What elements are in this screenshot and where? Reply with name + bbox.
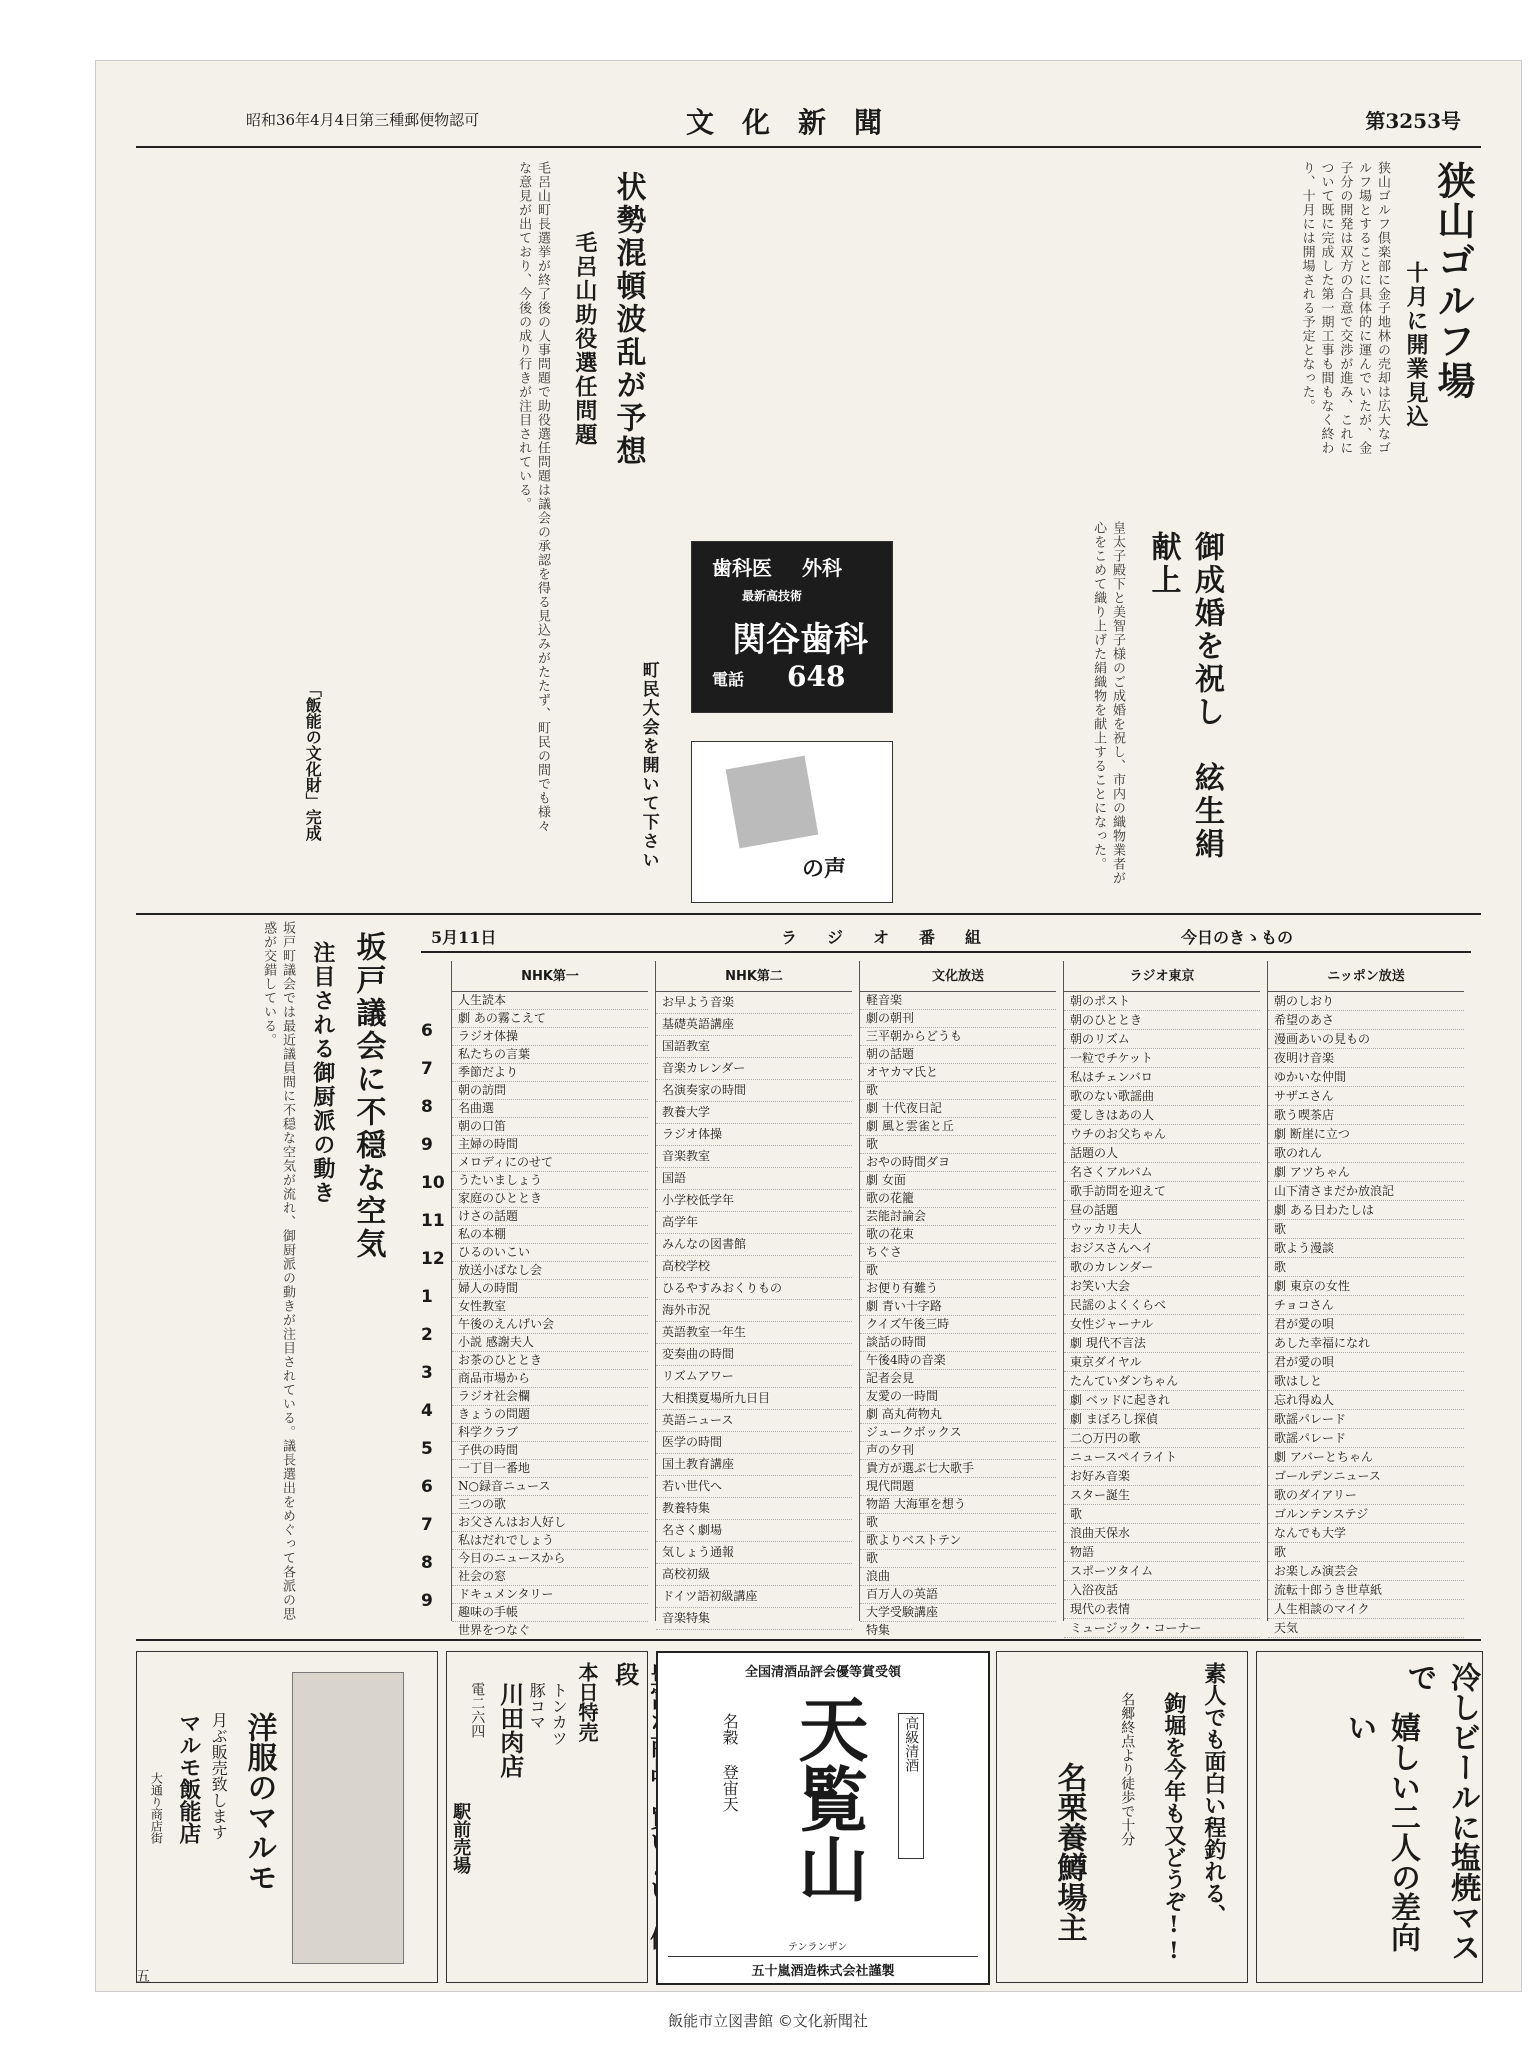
fishing-note: 名郷終点より徒歩で十分 [1119,1692,1136,1846]
radio-program: 歌のカレンダー [1064,1258,1260,1277]
masthead-date: 昭和36年4月4日第三種郵便物認可 [246,111,480,129]
radio-program: 物語 大海軍を想う [860,1496,1056,1514]
radio-program: ミュージック・コーナー [1064,1619,1260,1638]
radio-station-name: 文化放送 [860,961,1056,992]
radio-program: 一粒でチケット [1064,1049,1260,1068]
radio-program: 高学年 [656,1212,852,1234]
tenran-maker: 五十嵐酒造株式会社謹製 [668,1956,978,1979]
radio-program: 私はチェンバロ [1064,1068,1260,1087]
radio-program: 商品市場から [452,1370,648,1388]
radio-program: 劇 十代夜日記 [860,1100,1056,1118]
wedding-headline: 御成婚を祝し 絃生絹献上 [1145,531,1224,861]
radio-hour: 7 [421,1059,433,1079]
radio-station-column [859,961,1056,1637]
radio-program: 女性ジャーナル [1064,1315,1260,1334]
radio-program: 劇 断崖に立つ [1268,1125,1464,1144]
radio-program: 歌 [860,1550,1056,1568]
radio-program: 小学校低学年 [656,1190,852,1212]
radio-program: 名曲選 [452,1100,648,1118]
radio-program: 家庭のひととき [452,1190,648,1208]
tenran-banner: 全国清酒品評会優等賞受領 [744,1665,901,1680]
radio-program: 国土教育講座 [656,1454,852,1476]
radio-program: 昼の話題 [1064,1201,1260,1220]
kawada-item1: トンカツ [549,1682,569,1746]
radio-program: スポーツタイム [1064,1562,1260,1581]
radio-program: 劇 女面 [860,1172,1056,1190]
kawada-station: 駅前売場 [450,1802,472,1874]
tenran-sub: 名穀 登宙天 [720,1713,740,1812]
radio-program: 歌 [1268,1543,1464,1562]
dental-tag2: 外科 [802,556,842,580]
radio-station-name: NHK第一 [452,961,648,992]
radio-program: 歌のダイアリー [1268,1486,1464,1505]
radio-hour: 2 [421,1325,433,1345]
radio-hour: 5 [421,1439,433,1459]
radio-program: 国語教室 [656,1036,852,1058]
radio-program: ゆかいな仲間 [1268,1068,1464,1087]
beer-ad [1256,1651,1483,1983]
radio-program: 私たちの言葉 [452,1046,648,1064]
radio-program: ゴルンテンステジ [1268,1505,1464,1524]
maruemo-addr: 大通り商店街 [149,1772,164,1844]
radio-program: 教養特集 [656,1498,852,1520]
radio-program: 歌のない歌謡曲 [1064,1087,1260,1106]
radio-program: ドイツ語初級講座 [656,1586,852,1608]
radio-program: 希望のあさ [1268,1011,1464,1030]
radio-program: 特集 [860,1622,1056,1640]
radio-program: 朝の話題 [860,1046,1056,1064]
council-headline: 坂戸議会に不穏な空気 [350,931,386,1261]
radio-program: 友愛の一時間 [860,1388,1056,1406]
radio-program: 劇の朝刊 [860,1010,1056,1028]
radio-program: 朝のリズム [1064,1030,1260,1049]
radio-program: 今日のニュースから [452,1550,648,1568]
library-credit: 飯能市立図書館 ©文化新聞社 [668,2012,868,2030]
radio-program: 海外市況 [656,1300,852,1322]
radio-program: 歌のれん [1268,1144,1464,1163]
radio-program: 天気 [1268,1619,1464,1638]
radio-program: 歌よりベストテン [860,1532,1056,1550]
golf-body: 狭山ゴルフ倶楽部に金子地林の売却は広大なゴルフ場とすることに具体的に運んでいたが、金子分の開発は双方の合意で交渉が進み、これについて既に完成した第一期工事も間もなく終わり、十月には開場される予定となった。 [1299,161,1390,455]
radio-program: ひるのいこい [452,1244,648,1262]
radio-program: 三つの歌 [452,1496,648,1514]
radio-station-name: NHK第二 [656,961,852,992]
radio-program: 朝のポスト [1064,992,1260,1011]
radio-program: ラジオ体操 [452,1028,648,1046]
radio-program: 貴方が選ぶ七大歌手 [860,1460,1056,1478]
radio-program: 歌の花籠 [860,1190,1056,1208]
radio-hour: 6 [421,1021,433,1041]
radio-station-column [655,961,852,1625]
radio-program: けさの話題 [452,1208,648,1226]
voice-label: の声 [802,856,847,882]
radio-program: 歌よう漫談 [1268,1239,1464,1258]
tenran-label: 高級清酒 [898,1713,924,1859]
radio-program: ドキュメンタリー [452,1586,648,1604]
masthead [96,101,1521,141]
masthead-rule [136,146,1481,148]
issue-number: 第3253号 [1365,109,1461,133]
radio-program: 劇 東京の女性 [1268,1277,1464,1296]
hanno-culture: 「飯能の文化財」完成 [303,681,323,841]
radio-program: 人生読本 [452,992,648,1010]
radio-program: 劇 アバーとちゃん [1268,1448,1464,1467]
radio-program: ウチのお父ちゃん [1064,1125,1260,1144]
radio-program: 談話の時間 [860,1334,1056,1352]
dental-sub: 最新高技術 [742,589,803,603]
mayor-body: 毛呂山町長選挙が終了後の人事問題で助役選任問題は議会の承認を得る見込みがたたず、町民の間でも様々な意見が出ており、今後の成り行きが注目されている。 [516,161,550,833]
radio-title: ラジオ番組 [781,928,1012,947]
radio-program: N○録音ニュース [452,1478,648,1496]
radio-program: お好み音楽 [1064,1467,1260,1486]
radio-hour: 1 [421,1287,433,1307]
radio-program: 劇 青い十字路 [860,1298,1056,1316]
tenran-reading: テンランザン [788,1942,848,1953]
radio-program: 人生相談のマイク [1268,1600,1464,1619]
radio-program: 歌の花束 [860,1226,1056,1244]
radio-program: メロディにのせて [452,1154,648,1172]
radio-hour: 7 [421,1515,433,1535]
radio-program: 歌 [1268,1220,1464,1239]
radio-program: スター誕生 [1064,1486,1260,1505]
ad-rule [136,1639,1481,1641]
radio-program: なんでも大学 [1268,1524,1464,1543]
radio-program: 君が愛の唄 [1268,1315,1464,1334]
mayor-headline: 状勢混頓波乱が予想 [610,171,646,468]
radio-program: 世界をつなぐ [452,1622,648,1640]
radio-program: 音楽教室 [656,1146,852,1168]
radio-pick: 今日のきゝもの [1181,928,1294,947]
radio-program: たんていダンちゃん [1064,1372,1260,1391]
radio-program: 劇 風と雲雀と丘 [860,1118,1056,1136]
radio-program: 芸能討論会 [860,1208,1056,1226]
radio-program: 入浴夜話 [1064,1581,1260,1600]
radio-hour: 8 [421,1097,433,1117]
radio-program: 劇 アツちゃん [1268,1163,1464,1182]
radio-program: 趣味の手帳 [452,1604,648,1622]
radio-program: あした幸福になれ [1268,1334,1464,1353]
radio-program: 私の本棚 [452,1226,648,1244]
fishing-headline: 素人でも面白い程釣れる、 [1200,1662,1227,1926]
radio-program: きょうの問題 [452,1406,648,1424]
radio-program: 百万人の英語 [860,1586,1056,1604]
radio-program: ウッカリ夫人 [1064,1220,1260,1239]
radio-program: 基礎英語講座 [656,1014,852,1036]
radio-program: チョコさん [1268,1296,1464,1315]
radio-date: 5月11日 [431,928,497,947]
radio-program: ひるやすみおくりもの [656,1278,852,1300]
kawada-shop: 川田肉店 [495,1682,525,1778]
radio-program: 高校学校 [656,1256,852,1278]
radio-program: うたいましょう [452,1172,648,1190]
radio-hour: 9 [421,1591,433,1611]
radio-program: ラジオ社会欄 [452,1388,648,1406]
tenran-name: 天覧山 [787,1693,870,1903]
radio-program: 高校初級 [656,1564,852,1586]
radio-program: 若い世代へ [656,1476,852,1498]
radio-hour: 10 [421,1173,445,1193]
radio-program: 漫画あいの見もの [1268,1030,1464,1049]
beer-sub: 嬉しい二人の差向い [1341,1712,1420,1952]
radio-hour: 6 [421,1477,433,1497]
radio-program: 夜明け音楽 [1268,1049,1464,1068]
radio-program: お茶のひととき [452,1352,648,1370]
radio-listings [421,921,1471,1637]
radio-program: 三平朝からどうも [860,1028,1056,1046]
radio-program: 歌謡パレード [1268,1429,1464,1448]
radio-program: 主婦の時間 [452,1136,648,1154]
radio-program: 朝の訪問 [452,1082,648,1100]
voice-box [691,741,893,903]
radio-program: 劇 まぼろし探偵 [1064,1410,1260,1429]
radio-hour: 11 [421,1211,445,1231]
radio-program: 名さく劇場 [656,1520,852,1542]
mayor-subhead: 毛呂山助役選任問題 [571,231,598,447]
radio-hour: 9 [421,1135,433,1155]
dental-phone-label: 電話 [712,670,745,689]
man-in-suit-image [292,1672,404,1964]
radio-program: 歌 [860,1082,1056,1100]
radio-program: 歌手訪問を迎えて [1064,1182,1260,1201]
radio-program: 午後のえんげい会 [452,1316,648,1334]
tenran-ad [656,1651,990,1985]
radio-program: 午後4時の音楽 [860,1352,1056,1370]
maruemo-ad [136,1651,438,1983]
radio-program: お楽しみ演芸会 [1268,1562,1464,1581]
radio-program: 医学の時間 [656,1432,852,1454]
radio-program: 社会の窓 [452,1568,648,1586]
radio-program: 記者会見 [860,1370,1056,1388]
radio-hours [421,1021,443,1629]
radio-program: 気しょう通報 [656,1542,852,1564]
dental-phone: 648 [787,660,846,693]
radio-program: 私はだれでしょう [452,1532,648,1550]
radio-station-name: ニッポン放送 [1268,961,1464,992]
radio-program: 英語教室一年生 [656,1322,852,1344]
radio-program: 流転十郎うき世草紙 [1268,1581,1464,1600]
radio-program: 婦人の時間 [452,1280,648,1298]
council-subhead: 注目される御厨派の動き [309,941,336,1205]
radio-program: お便り有難う [860,1280,1056,1298]
radio-program: ラジオ体操 [656,1124,852,1146]
radio-program: ちぐさ [860,1244,1056,1262]
fishing-sub: 鉤堀を今年も又どうぞ!! [1160,1692,1187,1964]
beer-headline: 冷しビールに塩焼マスで [1401,1662,1480,1962]
dental-name: 関谷歯科 [732,620,868,660]
radio-program: 声の夕刊 [860,1442,1056,1460]
radio-program: 科学クラブ [452,1424,648,1442]
golf-subhead: 十月に開業見込 [1403,261,1429,429]
radio-program: 国語 [656,1168,852,1190]
radio-program: 歌謡パレード [1268,1410,1464,1429]
radio-program: ジュークボックス [860,1424,1056,1442]
golf-headline: 狭山ゴルフ場 [1431,161,1476,401]
council-body: 坂戸町議会では最近議員間に不穏な空気が流れ、御厨派の動きが注目されている。議長選出をめぐって各派の思惑が交錯している。 [261,921,295,1621]
radio-program: 浪曲 [860,1568,1056,1586]
dental-ad [691,541,893,713]
radio-program: 教養大学 [656,1102,852,1124]
radio-program: 季節だより [452,1064,648,1082]
radio-program: 現代問題 [860,1478,1056,1496]
radio-program: お早よう音楽 [656,992,852,1014]
radio-program: 大相撲夏場所九日目 [656,1388,852,1410]
radio-program: 話題の人 [1064,1144,1260,1163]
radio-program: 音楽カレンダー [656,1058,852,1080]
radio-hour: 12 [421,1249,445,1269]
radio-program: 浪曲天保水 [1064,1524,1260,1543]
radio-program: 子供の時間 [452,1442,648,1460]
radio-program: 劇 ベッドに起きれ [1064,1391,1260,1410]
kawada-ad [446,1651,648,1983]
dental-tag: 歯科医 [712,556,772,580]
radio-program: 現代の表情 [1064,1600,1260,1619]
radio-hour: 4 [421,1401,433,1421]
radio-program: オヤカマ氏と [860,1064,1056,1082]
wedding-body: 皇太子殿下と美智子様のご成婚を祝し、市内の織物業者が心をこめて織り上げた絹織物を献上することになった。 [1091,521,1125,885]
radio-program: サザエさん [1268,1087,1464,1106]
festival-headline: 町民大会を開いて下さい [638,661,659,870]
radio-program: 歌 [1268,1258,1464,1277]
radio-program: お父さんはお人好し [452,1514,648,1532]
radio-program: 劇 現代不言法 [1064,1334,1260,1353]
radio-program: 一丁目一番地 [452,1460,648,1478]
radio-station-column [1063,961,1260,1635]
kawada-title: 段 [610,1662,640,1686]
radio-station-column [1267,961,1464,1635]
kawada-item2: 豚コマ [527,1682,547,1730]
radio-program: 劇 高丸荷物丸 [860,1406,1056,1424]
radio-program: おやの時間ダヨ [860,1154,1056,1172]
masthead-title: 文化新聞 [686,106,911,139]
radio-header [421,921,1471,953]
radio-program: お笑い大会 [1064,1277,1260,1296]
maruemo-sub: 月ぶ販売致します [209,1712,229,1840]
maruemo-title: 洋服のマルモ [241,1712,277,1892]
section-rule [136,913,1481,915]
radio-program: 英語ニュース [656,1410,852,1432]
radio-program: ニュースペイライト [1064,1448,1260,1467]
radio-program: リズムアワー [656,1366,852,1388]
radio-program: 歌 [1064,1505,1260,1524]
radio-program: おジスさんへイ [1064,1239,1260,1258]
page-number: 五 [136,1969,150,1985]
radio-program: 忘れ得ぬ人 [1268,1391,1464,1410]
radio-program: 変奏曲の時間 [656,1344,852,1366]
radio-program: 朝のしおり [1268,992,1464,1011]
radio-program: 山下清さまだか放浪記 [1268,1182,1464,1201]
radio-station-column [451,961,648,1637]
radio-program: 朝のひととき [1064,1011,1260,1030]
fishing-ad [996,1651,1248,1983]
voice-illustration [726,756,819,849]
radio-hour: 3 [421,1363,433,1383]
radio-program: クイズ午後三時 [860,1316,1056,1334]
kawada-today: 本日特売 [575,1662,599,1742]
radio-program: 愛しきはあの人 [1064,1106,1260,1125]
radio-program: 歌 [860,1262,1056,1280]
radio-program: 歌 [860,1514,1056,1532]
radio-program: 名さくアルバム [1064,1163,1260,1182]
radio-program: 名演奏家の時間 [656,1080,852,1102]
radio-program: 民謡のよくくらべ [1064,1296,1260,1315]
radio-program: 二○万円の歌 [1064,1429,1260,1448]
radio-program: 劇 あの霧こえて [452,1010,648,1028]
radio-station-name: ラジオ東京 [1064,961,1260,992]
radio-program: 朝の口笛 [452,1118,648,1136]
radio-program: 軽音楽 [860,992,1056,1010]
radio-program: 歌 [860,1136,1056,1154]
radio-program: 小説 感謝夫人 [452,1334,648,1352]
radio-program: 君が愛の唄 [1268,1353,1464,1372]
radio-program: 女性教室 [452,1298,648,1316]
radio-program: ゴールデンニュース [1268,1467,1464,1486]
radio-hour: 8 [421,1553,433,1573]
newspaper-page [95,60,1522,1992]
kawada-phone: 電二六四 [469,1682,486,1738]
radio-program: 放送小ばなし会 [452,1262,648,1280]
radio-program: 物語 [1064,1543,1260,1562]
maruemo-shop: マルモ飯能店 [175,1712,202,1844]
radio-program: 劇 ある日わたしは [1268,1201,1464,1220]
radio-program: 歌はしと [1268,1372,1464,1391]
radio-program: 大学受験講座 [860,1604,1056,1622]
radio-program: 東京ダイヤル [1064,1353,1260,1372]
fishing-owner: 名栗養鱒場主 [1051,1762,1087,1942]
radio-program: みんなの図書館 [656,1234,852,1256]
radio-program: 歌う喫茶店 [1268,1106,1464,1125]
radio-program: 音楽特集 [656,1608,852,1630]
